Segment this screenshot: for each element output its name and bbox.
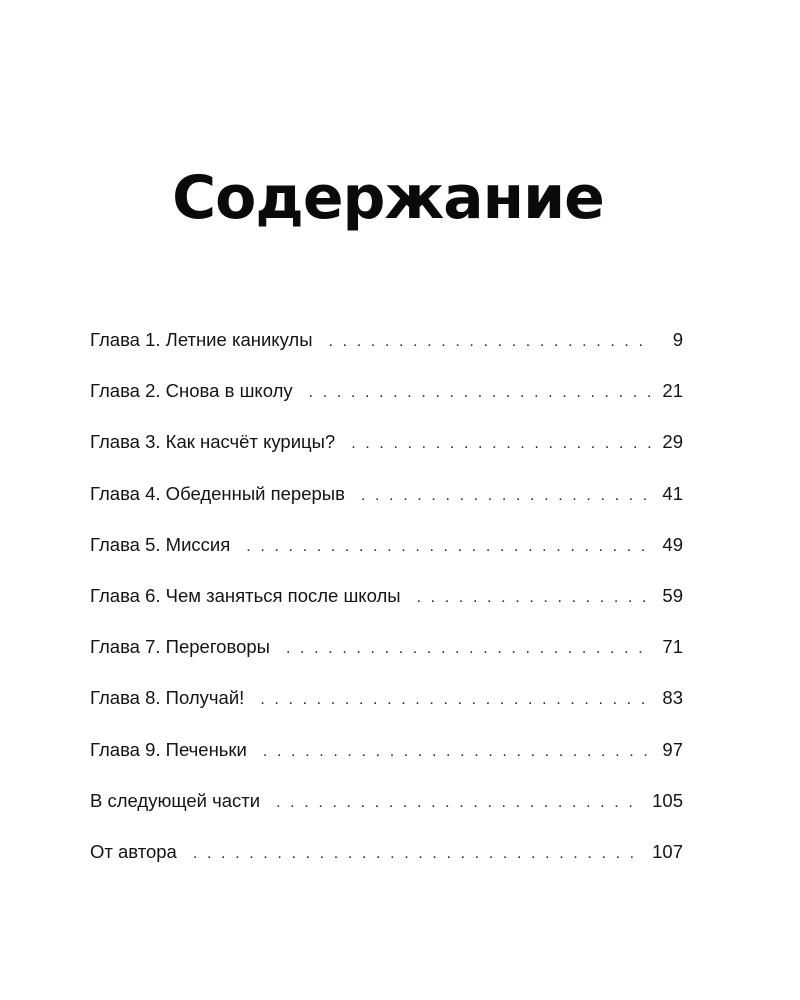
toc-entry[interactable] — [90, 531, 683, 582]
toc-entry-page-number: 107 — [652, 840, 683, 862]
toc-entry-page-number: 97 — [662, 738, 683, 760]
toc-entry-title: Глава 7. Переговоры — [90, 636, 270, 658]
toc-entry-page-number: 49 — [662, 533, 683, 555]
dot-leader — [361, 482, 652, 510]
toc-entry[interactable] — [90, 428, 683, 479]
toc-entry-page-number: 59 — [662, 584, 683, 606]
toc-entry-title: Глава 3. Как насчёт курицы? — [90, 431, 336, 453]
toc-entry-page-number: 21 — [662, 380, 683, 402]
toc-entry-title: Глава 8. Получай! — [90, 687, 245, 709]
dot-leader — [276, 789, 642, 817]
dot-leader — [246, 533, 652, 561]
dot-leader — [263, 738, 653, 766]
dot-leader — [351, 430, 652, 458]
toc-entry-title: Глава 2. Снова в школу — [90, 380, 293, 402]
toc-entry-page-number: 29 — [662, 431, 683, 453]
toc-entry-title: Глава 4. Обеденный перерыв — [90, 482, 345, 504]
toc-entry-title: В следующей части — [90, 789, 261, 811]
dot-leader — [309, 379, 653, 407]
toc-entry[interactable] — [90, 633, 683, 684]
toc-entry[interactable] — [90, 377, 683, 428]
table-of-contents — [90, 326, 683, 889]
toc-entry-title: Глава 1. Летние каникулы — [90, 329, 313, 350]
toc-entry[interactable] — [90, 480, 683, 531]
toc-entry-page-number: 105 — [652, 789, 683, 811]
toc-entry[interactable] — [90, 736, 683, 787]
dot-leader — [417, 584, 653, 612]
toc-entry-page-number: 9 — [672, 329, 683, 350]
dot-leader — [329, 328, 653, 356]
toc-entry-page-number: 71 — [662, 636, 683, 658]
toc-entry-title: От автора — [90, 840, 177, 862]
page-title: Содержание — [172, 163, 604, 233]
toc-entry[interactable] — [90, 684, 683, 735]
dot-leader — [286, 635, 652, 663]
toc-entry[interactable] — [90, 787, 683, 838]
toc-entry[interactable] — [90, 582, 683, 633]
toc-entry-page-number: 41 — [662, 482, 683, 504]
toc-entry[interactable] — [90, 326, 683, 377]
dot-leader — [193, 840, 642, 868]
toc-entry-title: Глава 5. Миссия — [90, 533, 231, 555]
toc-entry-title: Глава 9. Печеньки — [90, 738, 247, 760]
toc-entry[interactable] — [90, 838, 683, 889]
dot-leader — [260, 686, 652, 714]
toc-entry-title: Глава 6. Чем заняться после школы — [90, 584, 401, 606]
toc-entry-page-number: 83 — [662, 687, 683, 709]
